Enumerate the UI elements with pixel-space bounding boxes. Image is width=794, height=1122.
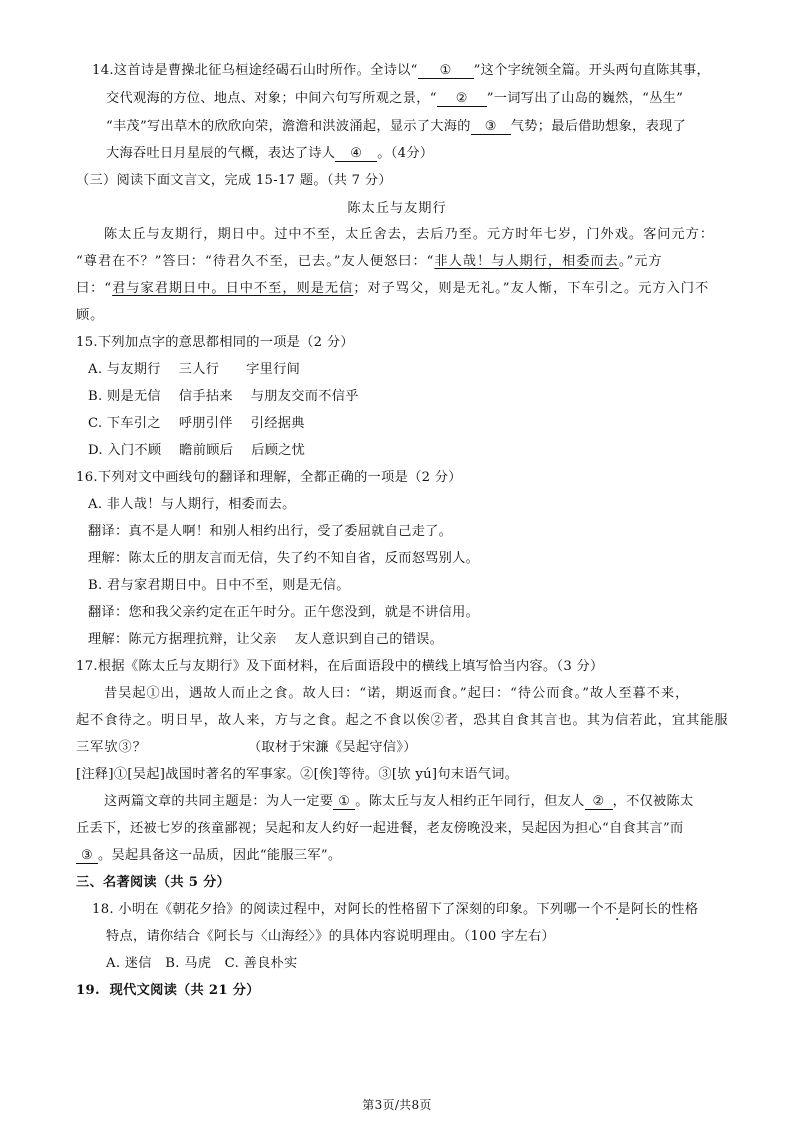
q17-text: ，不仅被陈太 bbox=[612, 794, 694, 809]
q14-text: 14.这首诗是曹操北征乌桓途经碣石山时所作。全诗以“ bbox=[92, 63, 418, 78]
q14-line-1 bbox=[92, 62, 710, 80]
q14-text: “丰茂”写出草木的欣欣向荣，澹澹和洪波涌起，显示了大海的 bbox=[106, 119, 471, 134]
q17-stem: 17.根据《陈太丘与友期行》及下面材料，在后面语段中的横线上填写恰当内容。（3 分） bbox=[76, 659, 604, 674]
q17-fill-line-1 bbox=[104, 793, 694, 811]
q18-line-1 bbox=[92, 901, 698, 919]
q17-text: 。吴起具备这一品质，因此“能服三军”。 bbox=[98, 848, 342, 863]
material-line bbox=[76, 739, 147, 757]
answer-blank[interactable]: ④ bbox=[335, 146, 377, 162]
section-heading: 三、名著阅读（共 5 分） bbox=[76, 875, 231, 890]
q19-heading: 19. 现代文阅读（共 21 分） bbox=[76, 983, 260, 998]
passage-text: 。”元方 bbox=[618, 254, 663, 269]
q17-fill-line-3 bbox=[76, 847, 341, 865]
q17-text: 这两篇文章的共同主题是：为人一定要 bbox=[104, 794, 334, 809]
q17-text: 。陈太丘与友人相约正午同行，但友人 bbox=[355, 794, 585, 809]
q15-option-a[interactable]: A. 与友期行 三人行 字里行间 bbox=[88, 362, 301, 377]
q16-translation-a: 翻译：真不是人啊！和别人相约出行，受了委屈就自己走了。 bbox=[88, 524, 453, 539]
q14-line-2 bbox=[106, 90, 683, 108]
q15-option-d[interactable]: D. 入门不顾 瞻前顾后 后顾之忧 bbox=[88, 443, 306, 458]
q15-option-c[interactable]: C. 下车引之 呼朋引伴 引经据典 bbox=[88, 416, 305, 431]
q16-option-b[interactable]: B. 君与家君期日中。日中不至，则是无信。 bbox=[88, 578, 350, 593]
passage-line bbox=[76, 280, 709, 298]
q14-line-3 bbox=[106, 118, 686, 136]
q14-text: ”一词写出了山岛的巍然，“丛生” bbox=[486, 91, 684, 106]
q14-text: 交代观海的方位、地点、对象；中间六句写所观之景，“ bbox=[106, 91, 437, 106]
q18-line-2: 特点，请你结合《阿长与〈山海经〉》的具体内容说明理由。（100 字左右） bbox=[106, 929, 555, 944]
q18-text: 18. 小明在《朝花夕拾》的阅读过程中，对阿长的性格留下了深刻的印象。下列哪一个 bbox=[92, 902, 604, 917]
q14-text: ”这个字统领全篇。开头两句直陈其事， bbox=[473, 63, 710, 78]
section-heading: （三）阅读下面文言文，完成 15-17 题。（共 7 分） bbox=[76, 173, 392, 188]
material-text: 三军欤③？ bbox=[76, 740, 147, 755]
q14-text: 气势；最后借助想象，表现了 bbox=[510, 119, 687, 134]
material-source: （取材于宋濂《吴起守信》） bbox=[248, 740, 417, 755]
dotted-emphasis: 不是 bbox=[603, 902, 631, 917]
material-notes: [注释]①[吴起]战国时著名的军事家。②[俟]等待。③[欤 yú]句末语气词。 bbox=[76, 767, 519, 782]
passage-title: 陈太丘与友期行 bbox=[347, 201, 447, 216]
q14-text: 大海吞吐日月星辰的气概，表达了诗人 bbox=[106, 146, 336, 161]
q18-text: 阿长的性格 bbox=[630, 902, 699, 917]
passage-text: 曰：“ bbox=[76, 281, 113, 296]
answer-blank[interactable]: ③ bbox=[471, 119, 511, 135]
answer-blank[interactable]: ① bbox=[418, 63, 474, 79]
passage-line: 顾。 bbox=[76, 308, 105, 323]
q18-options[interactable]: A. 迷信 B. 马虎 C. 善良朴实 bbox=[106, 956, 298, 971]
q16-understanding-a: 理解：陈太丘的朋友言而无信，失了约不知自省，反而怒骂别人。 bbox=[88, 551, 480, 566]
q14-text: 。（4分） bbox=[377, 146, 434, 161]
material-line: 昔吴起①出，遇故人而止之食。故人曰：“诺，期返而食。”起曰：“待公而食。”故人至暮不来， bbox=[104, 686, 690, 701]
page-number: 第3页/共8页 bbox=[362, 1098, 432, 1112]
underlined-sentence: 非人哉！与人期行，相委而去 bbox=[434, 254, 619, 269]
answer-blank[interactable]: ③ bbox=[76, 848, 98, 864]
q14-line-4 bbox=[106, 145, 433, 163]
answer-blank[interactable]: ① bbox=[333, 794, 355, 810]
answer-blank[interactable]: ② bbox=[585, 794, 613, 810]
passage-text: “尊君在不？”答曰：“待君久不至，已去。”友人便怒曰：“ bbox=[76, 254, 435, 269]
q16-translation-b: 翻译：您和我父亲约定在正午时分。正午您没到，就是不讲信用。 bbox=[88, 605, 480, 620]
material-line: 起不食待之。明日早，故人来，方与之食。起之不食以俟②者，恐其自食其言也。其为信若此，宜其能服 bbox=[76, 713, 729, 728]
answer-blank[interactable]: ② bbox=[437, 91, 487, 107]
q15-stem: 15.下列加点字的意思都相同的一项是（2 分） bbox=[76, 335, 354, 350]
q16-option-a[interactable]: A. 非人哉！与人期行，相委而去。 bbox=[88, 497, 296, 512]
passage-line bbox=[76, 253, 663, 271]
underlined-sentence: 君与家君期日中。日中不至，则是无信 bbox=[112, 281, 354, 296]
q16-stem: 16.下列对文中画线句的翻译和理解，全都正确的一项是（2 分） bbox=[76, 470, 462, 485]
passage-line: 陈太丘与友期行，期日中。过中不至，太丘舍去，去后乃至。元方时年七岁，门外戏。客问元方： bbox=[104, 227, 715, 242]
q17-fill-line-2: 丘丢下，还被七岁的孩童鄙视；吴起和友人约好一起进餐，老友傍晚没来，吴起因为担心“自食其言”而 bbox=[76, 821, 684, 836]
q15-option-b[interactable]: B. 则是无信 信手拈来 与朋友交而不信乎 bbox=[88, 389, 359, 404]
q16-understanding-b: 理解：陈元方据理抗辩，让父亲 友人意识到自己的错误。 bbox=[88, 632, 444, 647]
passage-text: ；对子骂父，则是无礼。”友人惭，下车引之。元方入门不 bbox=[353, 281, 710, 296]
